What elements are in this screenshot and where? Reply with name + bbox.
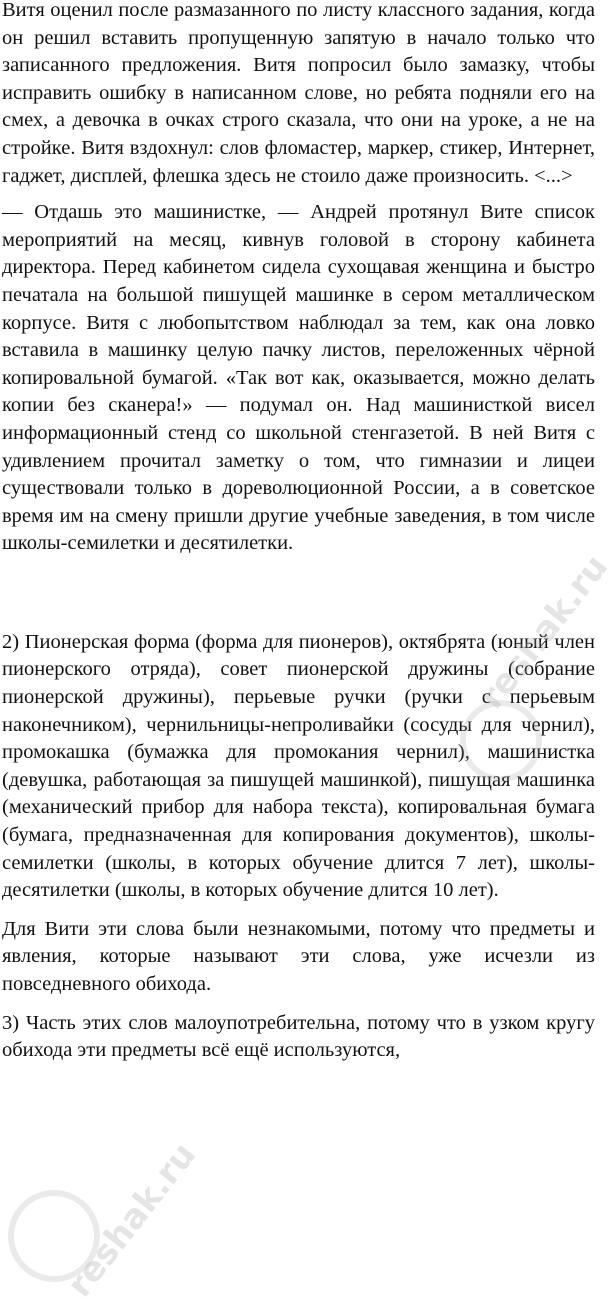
watermark-text: reshak.ru bbox=[59, 1135, 205, 1305]
paragraph-answer-2-explanation: Для Вити эти слова были незнакомыми, потому что предметы и явления, которые называют эти слова, уже исчезли из повседневного обихода. bbox=[2, 917, 595, 995]
paragraph-story-2: — Отдашь это машинистке, — Андрей протянул Вите список мероприятий на месяц, кивнув головой в сторону кабинета директора. Перед кабинетом сидела сухощавая женщина и быстро печатала на большой пишущей машинке в сером металлическом корпусе. Витя с любопытством наблюдал за тем, как она ловко вставила в машинку целую пачку листов, переложенных чёрной копировальной бумагой. «Так вот как, оказывается, можно делать копии без сканера!» — подумал он. Над машинисткой висел информационный стенд со школьной стенгазетой. В ней Витя с удивлением прочитал заметку о том, что гимназии и лицеи существовали только в дореволюционной России, а в советское время им на смену пришли другие учебные заведения, в том числе школы-семилетки и десятилетки. bbox=[2, 201, 595, 555]
paragraph-answer-3: 3) Часть этих слов малоупотребительна, потому что в узком кругу обихода эти предметы всё ещё используются, bbox=[2, 1011, 595, 1062]
paragraph-answer-2: 2) Пионерская форма (форма для пионеров), октябрята (юный член пионерского отряда), совет пионерской дружины (собрание пионерской дружины), перьевые ручки (ручки с перьевым наконечником), чернильницы-непроливайки (сосуды для чернил), промокашка (бумажка для промокания чернил), машинистка (девушка, работающая за пишущей машинкой), пишущая машинка (механический прибор для набора текста), копировальная бумага (бумага, предназначенная для копирования документов), школы-семилетки (школы, в которых обучение длится 7 лет), школы-десятилетки (школы, в которых обучение длится 10 лет). bbox=[2, 630, 595, 902]
watermark-text: reshak.ru bbox=[471, 547, 616, 717]
paragraph-story-1: Витя оценил после размазанного по листу классного задания, когда он решил вставить пропущенную запятую в начало только что записанного предложения. Витя попросил было замазку, чтобы исправить ошибку в написанном слове, но ребята подняли его на смех, а девочка в очках строго сказала, что они на уроке, а не на стройке. Витя вздохнул: слов фломастер, маркер, стикер, Интернет, гаджет, дисплей, флешка здесь не стоило даже произносить. <...> bbox=[2, 0, 595, 187]
